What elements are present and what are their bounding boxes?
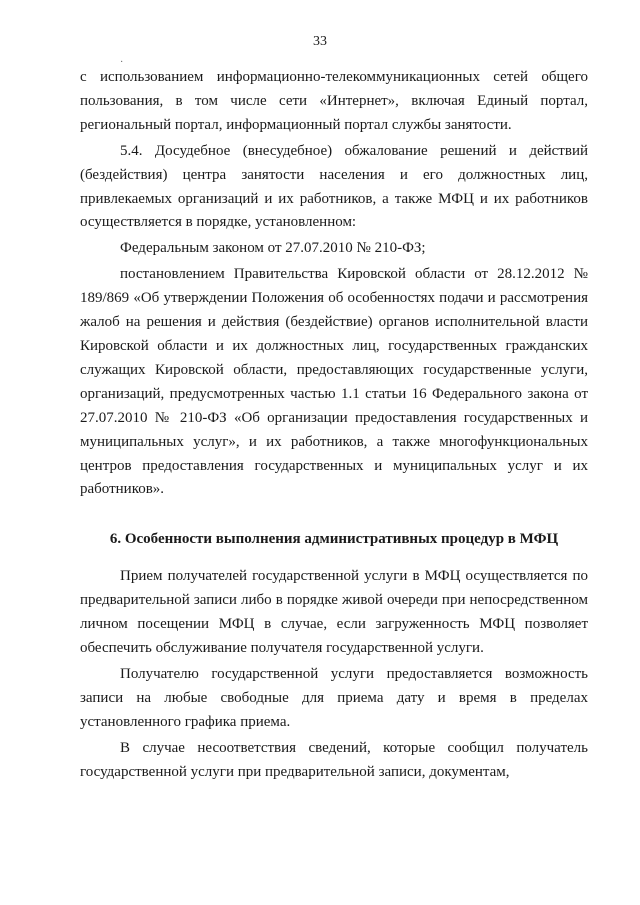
section-heading: 6. Особенности выполнения административных процедур в МФЦ xyxy=(109,531,559,548)
scan-speck: · xyxy=(120,57,124,68)
paragraph-federal-law: Федеральным законом от 27.07.2010 № 210-ФЗ; xyxy=(120,240,426,257)
page-number: 33 xyxy=(313,34,327,49)
paragraph-appointment: Получателю государственной услуги предоставляется возможность записи на любые свободные для приема дату и время в пределах установленного графика приема. xyxy=(80,665,588,730)
paragraph-5-4: 5.4. Досудебное (внесудебное) обжалование решений и действий (бездействия) центра занятости населения и его должностных лиц, привлекаемых организаций и их работников, а также МФЦ и их работников осуществляется в порядке, установленном: xyxy=(80,142,588,231)
paragraph-resolution: постановлением Правительства Кировской области от 28.12.2012 № 189/869 «Об утверждении Положения об особенностях подачи и рассмотрения жалоб на решения и действия (бездействие) органов исполнительной власти Кировской области и их должностных лиц, государственных гражданских служащих Кировской области, предоставляющих государственные услуги, организаций, предусмотренных частью 1.1 статьи 16 Федерального закона от 27.07.2010 № 210-ФЗ «Об организации предоставления государственных и муниципальных услуг», и их работников, а также многофункциональных центров предоставления государственных и муниципальных услуг и их работников». xyxy=(80,266,588,498)
paragraph-mismatch: В случае несоответствия сведений, которые сообщил получатель государственной услуги при предварительной записи, документам, xyxy=(80,739,588,780)
paragraph-continuation: с использованием информационно-телекоммуникационных сетей общего пользования, в том числе сети «Интернет», включая Единый портал, региональный портал, информационный портал службы занятости. xyxy=(80,69,588,133)
paragraph-reception: Прием получателей государственной услуги в МФЦ осуществляется по предварительной записи либо в порядке живой очереди при непосредственном личном посещении МФЦ в случае, если загруженность МФЦ позволяет обеспечить обслуживание получателя государственной услуги. xyxy=(80,568,588,657)
document-body xyxy=(80,66,588,784)
